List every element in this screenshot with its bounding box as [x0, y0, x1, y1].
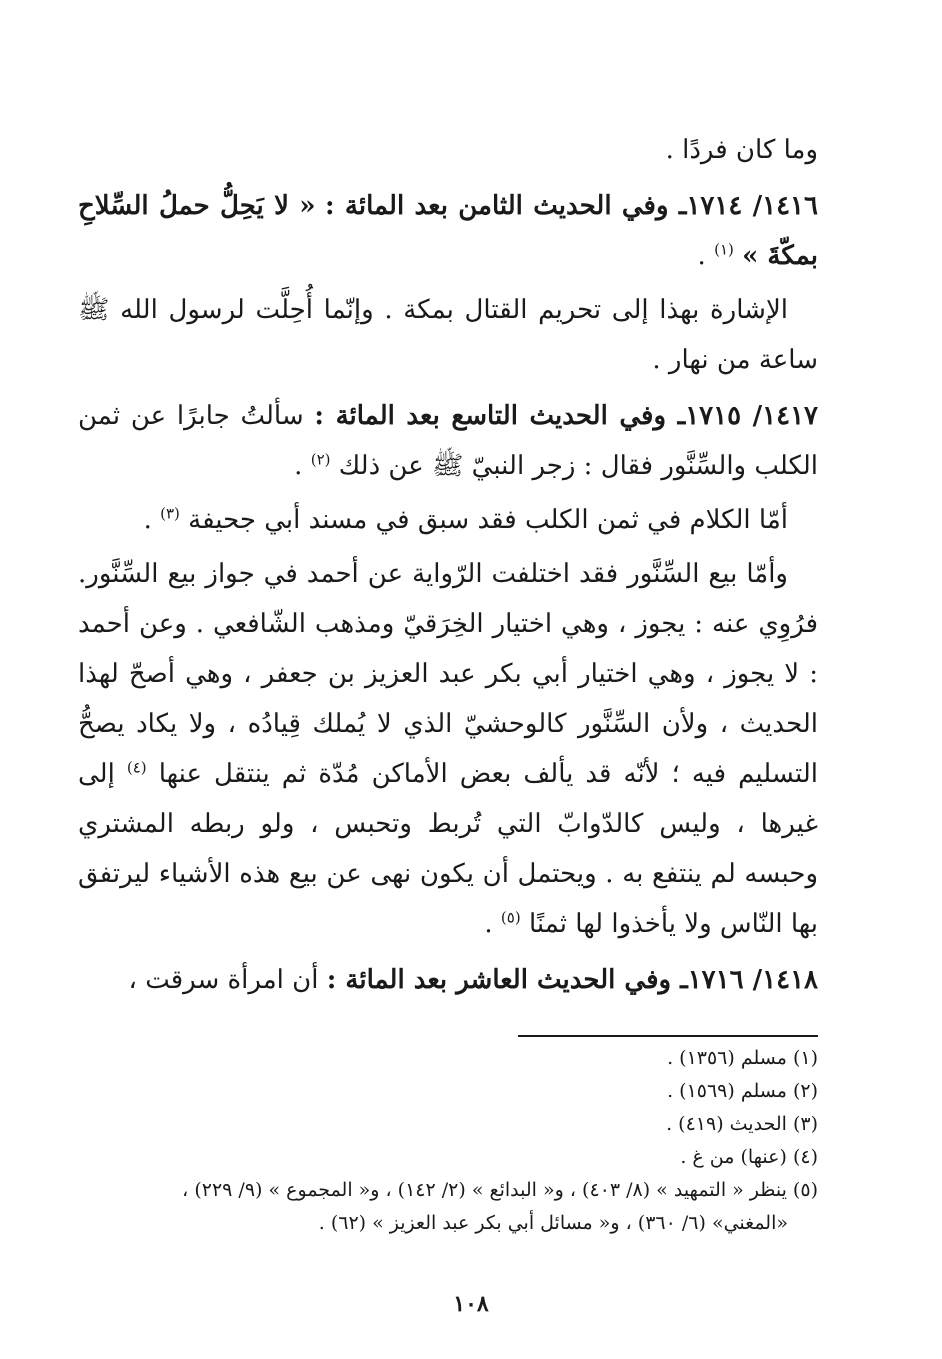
footnote-ref-5: (٥) — [500, 908, 521, 927]
commentary-1416: الإشارة بهذا إلى تحريم القتال بمكة . وإنّما أُحِلَّت لرسول الله ﷺ ساعة من نهار . — [78, 295, 818, 375]
commentary-1417-a-text: أمّا الكلام في ثمن الكلب فقد سبق في مسند أبي جحيفة — [188, 505, 788, 535]
hadith-1416-quote: « لا يَحِلُّ حملُ السِّلاحِ بمكّةَ » — [78, 191, 818, 271]
footnote-1: (١) مسلم (١٣٥٦) . — [667, 1047, 818, 1069]
hadith-1417-text: سألتُ جابرًا عن ثمن الكلب والسِّنَّور فقال : زجر النبيّ ﷺ عن ذلك — [78, 401, 818, 481]
commentary-1417-a-end: . — [143, 505, 152, 535]
footnote-separator — [518, 1035, 818, 1037]
hadith-1418-number: ١٤١٨/ ١٧١٦ـ وفي الحديث العاشر بعد المائة : — [326, 965, 818, 995]
footnotes — [78, 1042, 818, 1240]
footnote-ref-3: (٣) — [160, 504, 180, 523]
commentary-1417-a — [78, 495, 818, 545]
hadith-1416-number: ١٤١٦/ ١٧١٤ـ وفي الحديث الثامن بعد المائة : — [325, 191, 818, 221]
page-number: ١٠٨ — [453, 1291, 489, 1317]
footnote-ref-2: (٢) — [310, 450, 331, 469]
hadith-1418 — [78, 955, 818, 1005]
paragraph-continuation: وما كان فردًا . — [665, 135, 818, 165]
footnote-5-continued: «المغني» (٦/ ٣٦٠) ، و« مسائل أبي بكر عبد العزيز » (٦٢) . — [318, 1212, 788, 1234]
hadith-1417-number: ١٤١٧/ ١٧١٥ـ وفي الحديث التاسع بعد المائة : — [314, 401, 818, 431]
footnote-4: (٤) (عنها) من غ . — [680, 1146, 818, 1168]
footnote-2: (٢) مسلم (١٥٦٩) . — [667, 1080, 818, 1102]
footnote-5: (٥) ينظر « التمهيد » (٨/ ٤٠٣) ، و« البدائع » (٢/ ١٤٢) ، و« المجموع » (٩/ ٢٢٩) ، — [182, 1179, 818, 1201]
page-body — [78, 125, 818, 1005]
commentary-1417-b-text-2: إلى غيرها ، وليس كالدّوابّ التي تُربط وتحبس ، ولو ربطه المشتري وحبسه لم ينتفع به . ويحتمل أن يكون نهى عن بيع هذه الأشياء ليرتفق بها النّاس ولا يأخذوا لها ثمنًا — [78, 759, 818, 939]
hadith-1418-text: أن امرأة سرقت ، — [128, 965, 319, 995]
hadith-1416 — [78, 181, 818, 281]
footnote-ref-1: (١) — [714, 240, 734, 259]
hadith-1417 — [78, 391, 818, 491]
footnote-ref-4: (٤) — [126, 758, 147, 777]
commentary-1417-b-end: . — [484, 909, 493, 939]
footnote-3: (٣) الحديث (٤١٩) . — [666, 1113, 818, 1135]
hadith-1417-end: . — [294, 451, 303, 481]
commentary-1417-b-text-1: وأمّا بيع السِّنَّور فقد اختلفت الرّواية عن أحمد في جواز بيع السِّنَّور. فرُوِي عنه : يجوز ، وهي اختيار الخِرَقيّ ومذهب الشّافعي . وعن أحمد : لا يجوز ، وهي اختيار أبي بكر عبد العزيز بن جعفر ، وهي أصحّ لهذا الحديث ، ولأن السِّنَّور كالوحشيّ الذي لا يُملك قِيادُه ، ولا يكاد يصحُّ التسليم فيه ؛ لأنّه قد يألف بعض الأماكن مُدّة ثم ينتقل عنها — [78, 559, 819, 789]
commentary-1417-b — [78, 549, 818, 949]
hadith-1416-end: . — [697, 241, 706, 271]
